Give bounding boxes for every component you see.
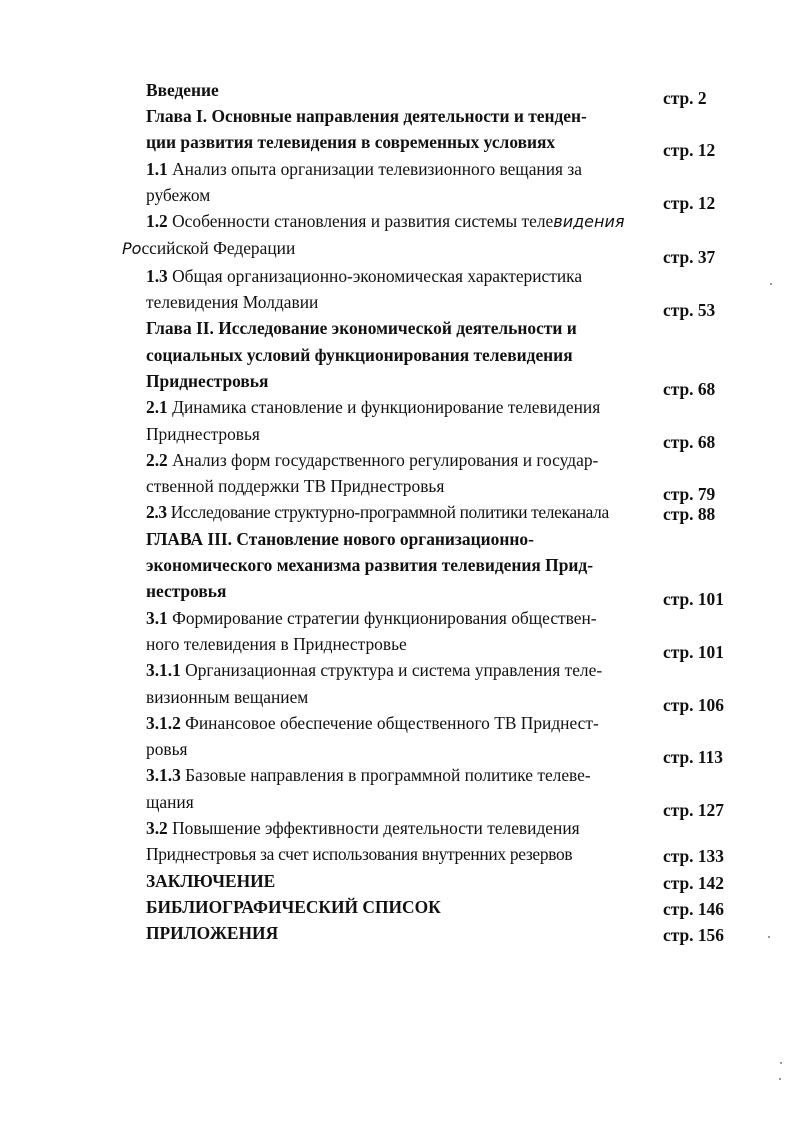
toc-entry-number: 3.1.2 xyxy=(146,712,181,733)
toc-entry-page: стр. 133 xyxy=(663,846,724,867)
toc-entry-page: стр. 156 xyxy=(663,925,724,946)
toc-entry-number: 2.3 xyxy=(146,502,167,523)
toc-entry-1-3 xyxy=(146,263,746,321)
toc-entry-title: БИБЛИОГРАФИЧЕСКИЙ СПИСОК xyxy=(146,896,441,917)
toc-entry-conclusion xyxy=(146,868,746,894)
scan-speck xyxy=(780,1062,782,1064)
toc-entry-page: стр. 37 xyxy=(663,247,716,268)
toc-entry-title: ПРИЛОЖЕНИЯ xyxy=(146,923,279,944)
toc-entry-bibliography xyxy=(146,894,746,920)
toc-entry-number: 1.3 xyxy=(146,265,168,286)
toc-entry-title-line: Глава II. Исследование экономической деятельности и xyxy=(146,318,577,339)
toc-entry-chapter-3 xyxy=(146,526,746,610)
toc-entry-number: 3.1.1 xyxy=(146,660,181,681)
toc-entry-title-continuation: щания xyxy=(146,791,194,812)
toc-entry-3-1-1 xyxy=(146,657,746,715)
toc-entry-title-line: экономического механизма развития телевидения Прид- xyxy=(146,555,593,576)
toc-entry-title: Анализ опыта организации телевизионного вещания за xyxy=(172,158,582,179)
toc-entry-title-line: социальных условий функционирования телевидения xyxy=(146,344,573,365)
toc-entry-chapter-2 xyxy=(146,315,746,399)
toc-entry-title: Формирование стратегии функционирования обществен- xyxy=(172,607,597,628)
toc-entry-title-continuation: Приднестровья за счет использования внутренних резервов xyxy=(146,844,573,865)
toc-entry-page: стр. 127 xyxy=(663,799,724,820)
toc-entry-3-2 xyxy=(146,815,746,868)
toc-entry-title-continuation: ного телевидения в Приднестровье xyxy=(146,633,407,654)
table-of-contents xyxy=(122,77,746,947)
toc-entry-2-1 xyxy=(146,394,746,452)
toc-entry-title: Общая организационно-экономическая характеристика xyxy=(172,265,583,286)
toc-entry-2-3 xyxy=(146,499,746,525)
toc-entry-title-continuation: ственной поддержки ТВ Приднестровья xyxy=(146,476,445,497)
toc-entry-1-1 xyxy=(146,156,746,213)
toc-entry-introduction xyxy=(146,77,746,108)
toc-entry-page: стр. 106 xyxy=(663,694,724,715)
handwritten-correction: Ро xyxy=(122,239,142,259)
toc-entry-title-continuation: ссийской Федерации xyxy=(141,238,296,259)
toc-entry-3-1-3 xyxy=(146,762,746,820)
toc-entry-title: Введение xyxy=(146,80,219,100)
toc-entry-2-2 xyxy=(146,447,746,505)
toc-entry-chapter-1 xyxy=(146,103,746,161)
toc-entry-title-continuation: визионным вещанием xyxy=(146,686,309,707)
toc-entry-number: 1.2 xyxy=(146,211,168,232)
toc-entry-page: стр. 2 xyxy=(663,87,707,108)
toc-entry-number: 3.2 xyxy=(146,818,168,839)
toc-entry-number: 1.1 xyxy=(146,158,168,179)
toc-entry-title: Анализ форм государственного регулирования и государ- xyxy=(172,449,599,470)
toc-entry-page: стр. 142 xyxy=(663,872,724,893)
toc-entry-title-continuation: телевидения Молдавии xyxy=(146,292,319,313)
toc-entry-page: стр. 53 xyxy=(663,300,716,321)
toc-entry-page: стр. 68 xyxy=(663,431,716,452)
toc-entry-title-line: Приднестровья xyxy=(146,370,269,391)
toc-entry-3-1-2 xyxy=(146,710,746,768)
toc-entry-title: Финансовое обеспечение общественного ТВ Приднест- xyxy=(185,712,599,733)
toc-entry-page: стр. 79 xyxy=(663,484,716,505)
toc-entry-page: стр. 101 xyxy=(663,641,724,662)
toc-entry-3-1 xyxy=(146,605,746,662)
toc-entry-title-continuation: рубежом xyxy=(146,184,211,205)
toc-entry-title: Базовые направления в программной политике телеве- xyxy=(185,765,591,786)
toc-entry-title: Исследование структурно-программной политики телеканала xyxy=(170,502,609,523)
toc-entry-title: Динамика становление и функционирование телевидения xyxy=(172,397,601,418)
toc-entry-number: 2.1 xyxy=(146,397,168,418)
toc-entry-1-2 xyxy=(122,208,746,268)
toc-entry-page: стр. 88 xyxy=(663,504,716,525)
toc-entry-title-line: ции развития телевидения в современных условиях xyxy=(146,132,556,153)
toc-entry-title: Повышение эффективности деятельности телевидения xyxy=(172,818,580,839)
toc-entry-title-line: нестровья xyxy=(146,581,227,602)
toc-entry-title: Особенности становления и развития системы теле xyxy=(172,211,554,232)
toc-entry-title-line: ГЛАВА III. Становление нового организационно- xyxy=(146,528,534,549)
toc-entry-page: стр. 68 xyxy=(663,378,716,399)
toc-entry-page: стр. 12 xyxy=(663,192,716,213)
scan-speck xyxy=(768,936,770,938)
toc-entry-title: ЗАКЛЮЧЕНИЕ xyxy=(146,870,276,891)
toc-entry-number: 3.1 xyxy=(146,607,168,628)
toc-entry-number: 2.2 xyxy=(146,449,168,470)
toc-entry-title-line: Глава I. Основные направления деятельности и тенден- xyxy=(146,106,587,126)
toc-entry-number: 3.1.3 xyxy=(146,765,181,786)
scan-speck xyxy=(779,1078,781,1080)
scan-speck xyxy=(770,283,772,285)
toc-entry-title: Организационная структура и система управления теле- xyxy=(185,660,603,681)
toc-entry-page: стр. 12 xyxy=(663,140,716,161)
toc-entry-page: стр. 101 xyxy=(663,589,724,610)
toc-entry-title-continuation: ровья xyxy=(146,739,188,760)
handwritten-correction: видения xyxy=(553,212,625,232)
toc-entry-title-continuation: Приднестровья xyxy=(146,423,260,444)
toc-entry-page: стр. 113 xyxy=(663,747,723,768)
toc-entry-page: стр. 146 xyxy=(663,898,724,919)
toc-entry-appendices xyxy=(146,920,746,946)
